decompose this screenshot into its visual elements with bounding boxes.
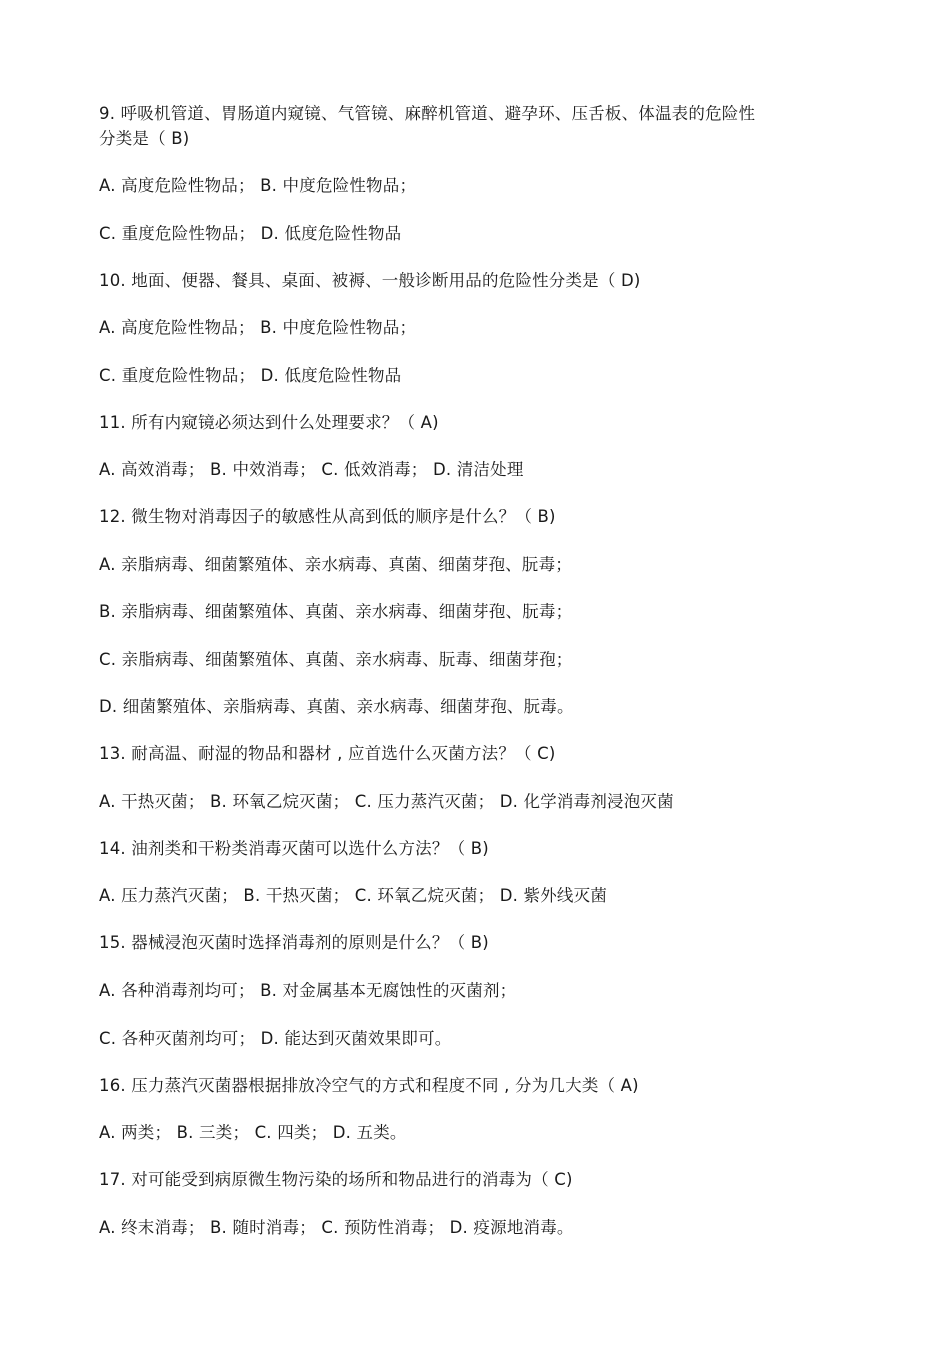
question-12-stem: 12. 微生物对消毒因子的敏感性从高到低的顺序是什么？（ B) [99, 507, 556, 526]
question-11-options: A. 高效消毒； B. 中效消毒； C. 低效消毒； D. 清洁处理 [99, 460, 524, 479]
question-16-options: A. 两类； B. 三类； C. 四类； D. 五类。 [99, 1123, 407, 1142]
question-9-stem-line2: 分类是（ B) [99, 129, 190, 148]
question-14-options: A. 压力蒸汽灭菌； B. 干热灭菌； C. 环氧乙烷灭菌； D. 紫外线灭菌 [99, 886, 608, 905]
question-15-stem: 15. 器械浸泡灭菌时选择消毒剂的原则是什么？（ B) [99, 933, 489, 952]
question-16-stem: 16. 压力蒸汽灭菌器根据排放冷空气的方式和程度不同 , 分为几大类（ A) [99, 1076, 639, 1095]
question-12-option-b: B. 亲脂病毒、细菌繁殖体、真菌、亲水病毒、细菌芽孢、朊毒； [99, 602, 573, 621]
question-9-stem-line1: 9. 呼吸机管道、胃肠道内窥镜、气管镜、麻醉机管道、避孕环、压舌板、体温表的危险性 [99, 104, 756, 123]
question-17-stem: 17. 对可能受到病原微生物污染的场所和物品进行的消毒为（ C) [99, 1170, 573, 1189]
question-13-stem: 13. 耐高温、耐湿的物品和器材 , 应首选什么灭菌方法？（ C) [99, 744, 556, 763]
question-12-option-a: A. 亲脂病毒、细菌繁殖体、亲水病毒、真菌、细菌芽孢、朊毒； [99, 555, 572, 574]
question-14-stem: 14. 油剂类和干粉类消毒灭菌可以选什么方法？（ B) [99, 839, 489, 858]
question-15-option-ab: A. 各种消毒剂均可； B. 对金属基本无腐蚀性的灭菌剂； [99, 981, 517, 1000]
question-10-stem: 10. 地面、便器、餐具、桌面、被褥、一般诊断用品的危险性分类是（ D) [99, 271, 641, 290]
question-9-option-ab: A. 高度危险性物品； B. 中度危险性物品； [99, 176, 417, 195]
question-13-options: A. 干热灭菌； B. 环氧乙烷灭菌； C. 压力蒸汽灭菌； D. 化学消毒剂浸泡灭菌 [99, 792, 674, 811]
question-11-stem: 11. 所有内窥镜必须达到什么处理要求？（ A) [99, 413, 439, 432]
question-17-options: A. 终末消毒； B. 随时消毒； C. 预防性消毒； D. 疫源地消毒。 [99, 1218, 574, 1237]
question-10-option-ab: A. 高度危险性物品； B. 中度危险性物品； [99, 318, 417, 337]
question-12-option-d: D. 细菌繁殖体、亲脂病毒、真菌、亲水病毒、细菌芽孢、朊毒。 [99, 697, 574, 716]
question-12-option-c: C. 亲脂病毒、细菌繁殖体、真菌、亲水病毒、朊毒、细菌芽孢； [99, 650, 573, 669]
question-10-option-cd: C. 重度危险性物品； D. 低度危险性物品 [99, 366, 402, 385]
question-15-option-cd: C. 各种灭菌剂均可； D. 能达到灭菌效果即可。 [99, 1029, 452, 1048]
question-9-option-cd: C. 重度危险性物品； D. 低度危险性物品 [99, 224, 402, 243]
